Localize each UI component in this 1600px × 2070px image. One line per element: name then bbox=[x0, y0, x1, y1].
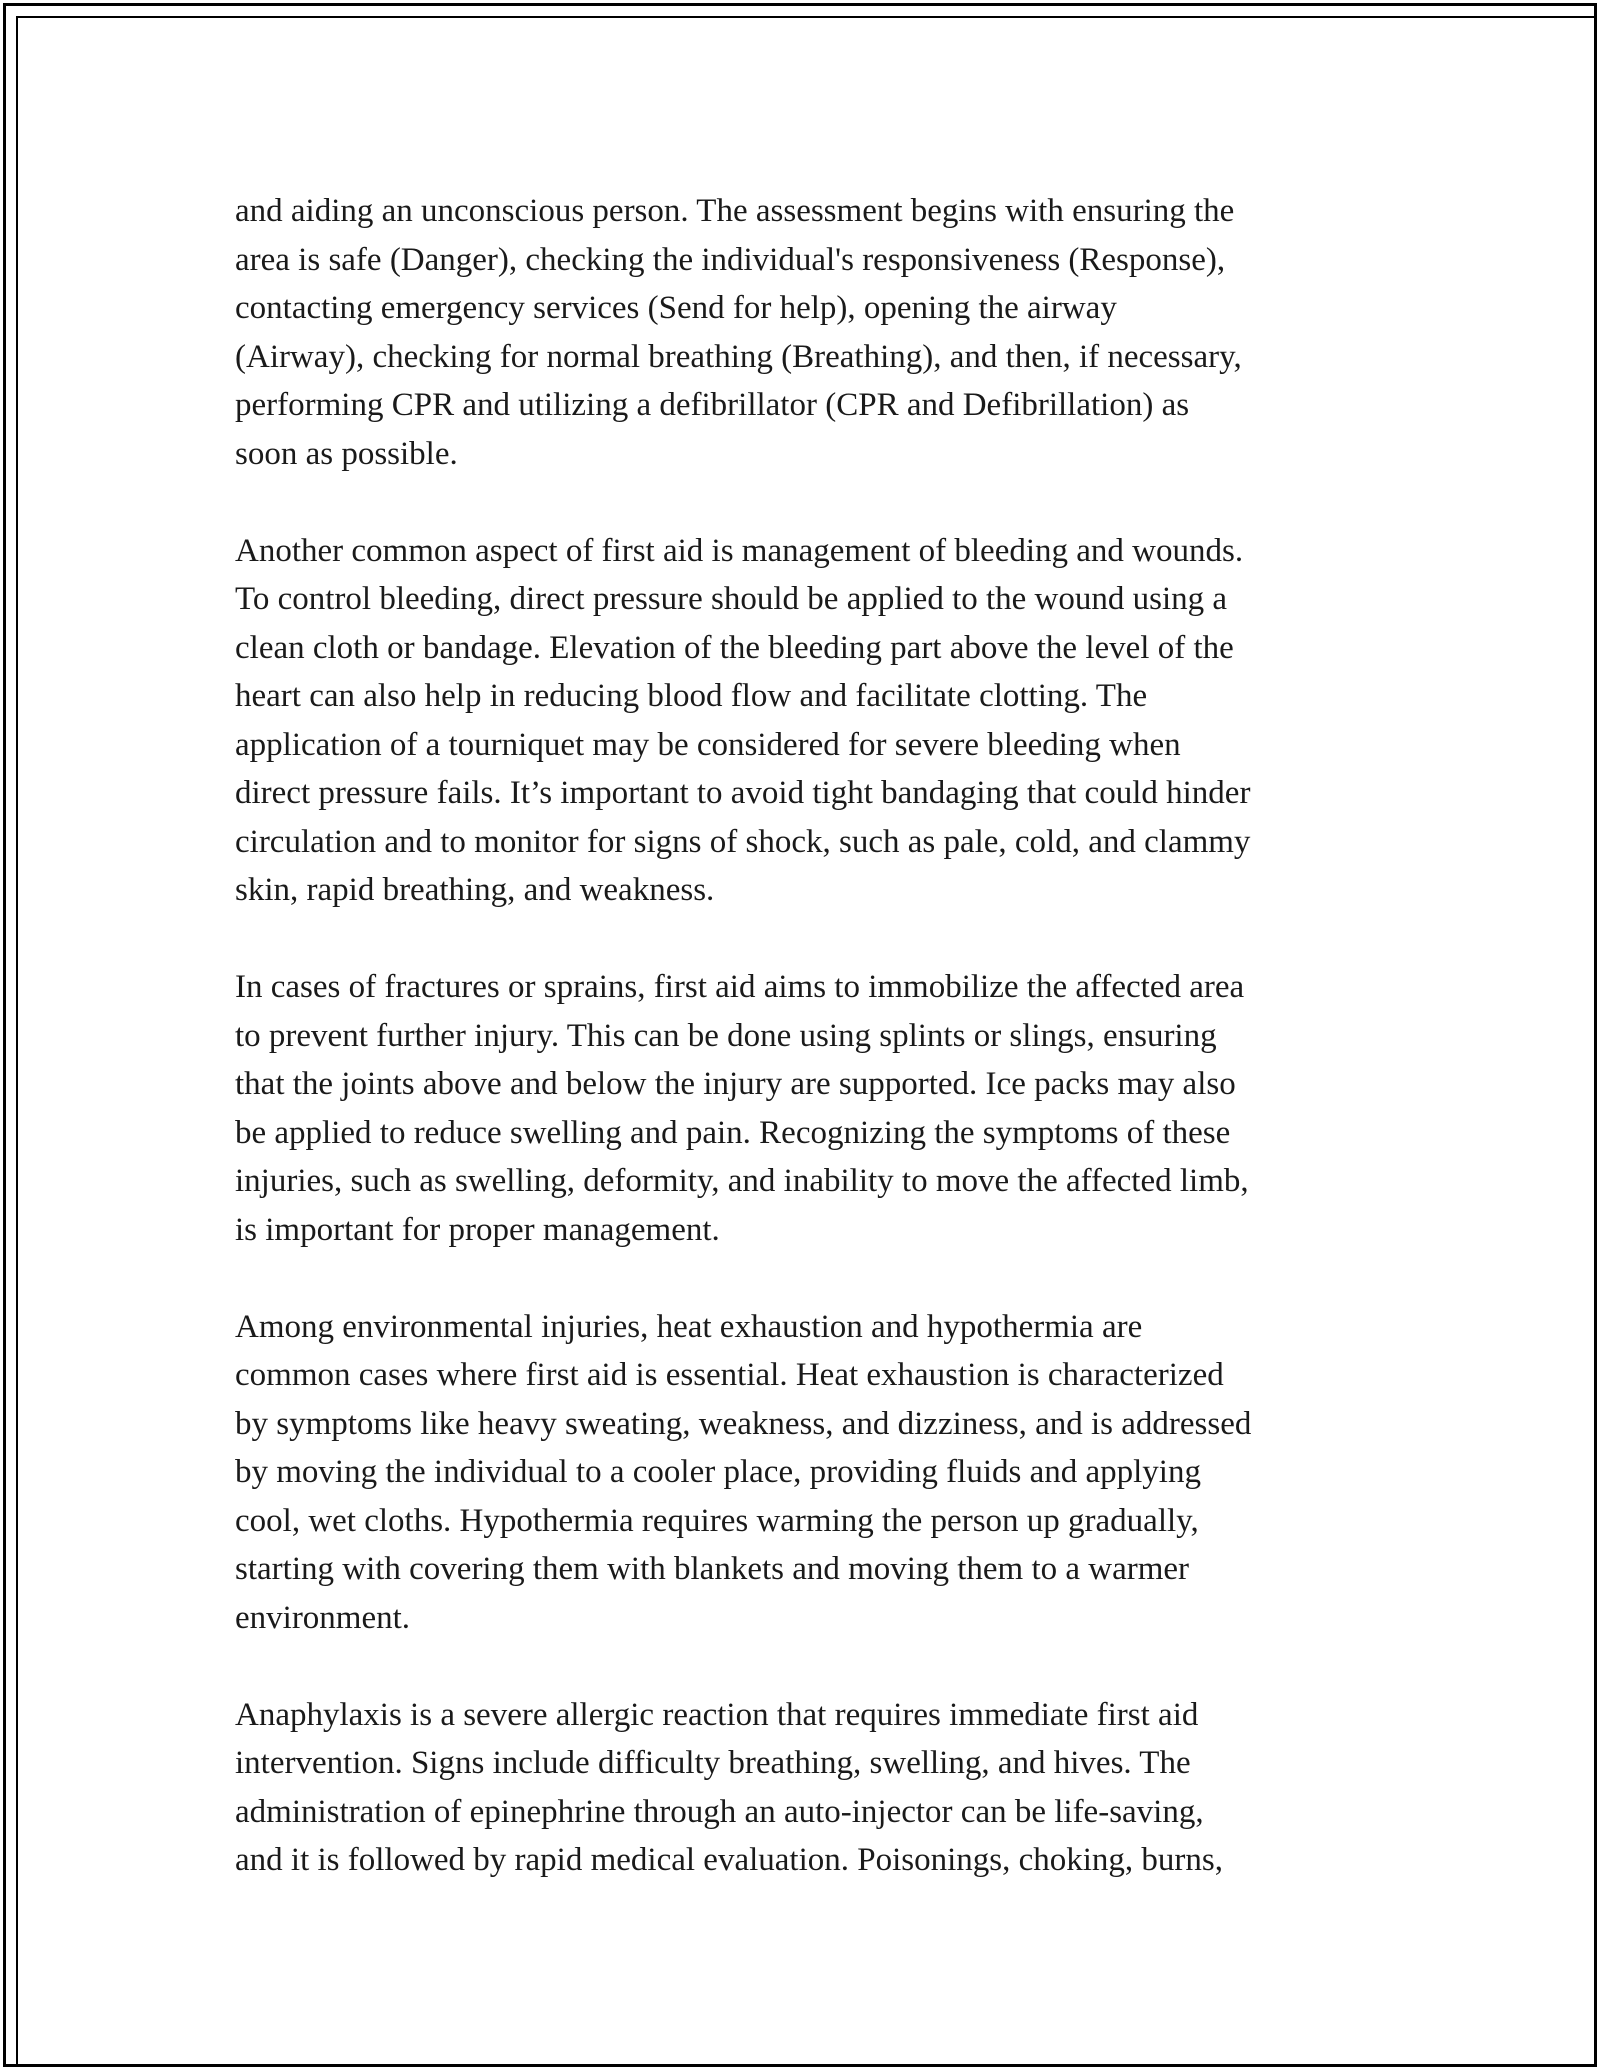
paragraph-1: and aiding an unconscious person. The assessment begins with ensuring the area is safe (Danger), checking the individual's responsiveness (Response), contacting emergency services (Send for help), opening the airway (Airway), checking for normal breathing (Breathing), and then, if necessary, performing CPR and utilizing a defibrillator (CPR and Defibrillation) as soon as possible. bbox=[235, 193, 1242, 472]
paragraph-2: Another common aspect of first aid is management of bleeding and wounds. To control bleeding, direct pressure should be applied to the wound using a clean cloth or bandage. Elevation of the bleeding part above the level of the heart can also help in reducing blood flow and facilitate clotting. The application of a tourniquet may be considered for severe bleeding when direct pressure fails. It’s important to avoid tight bandaging that could hinder circulation and to monitor for signs of shock, such as pale, cold, and clammy skin, rapid breathing, and weakness. bbox=[235, 532, 1251, 908]
paragraph-3: In cases of fractures or sprains, first aid aims to immobilize the affected area to prevent further injury. This can be done using splints or slings, ensuring that the joints above and below the injury are supported. Ice packs may also be applied to reduce swelling and pain. Recognizing the symptoms of these injuries, such as swelling, deformity, and inability to move the affected limb, is important for proper management. bbox=[235, 969, 1249, 1248]
paragraph-5: Anaphylaxis is a severe allergic reaction that requires immediate first aid intervention. Signs include difficulty breathing, swelling, and hives. The administration of epinephrine through an auto-injector can be life-saving, and it is followed by rapid medical evaluation. Poisonings, choking, burns, bbox=[235, 1696, 1224, 1878]
document-body bbox=[235, 187, 1385, 1933]
paragraph-4: Among environmental injuries, heat exhaustion and hypothermia are common cases where first aid is essential. Heat exhaustion is characterized by symptoms like heavy sweating, weakness, and dizziness, and is addressed by moving the individual to a cooler place, providing fluids and applying cool, wet cloths. Hypothermia requires warming the person up gradually, starting with covering them with blankets and moving them to a warmer environment. bbox=[235, 1308, 1252, 1636]
